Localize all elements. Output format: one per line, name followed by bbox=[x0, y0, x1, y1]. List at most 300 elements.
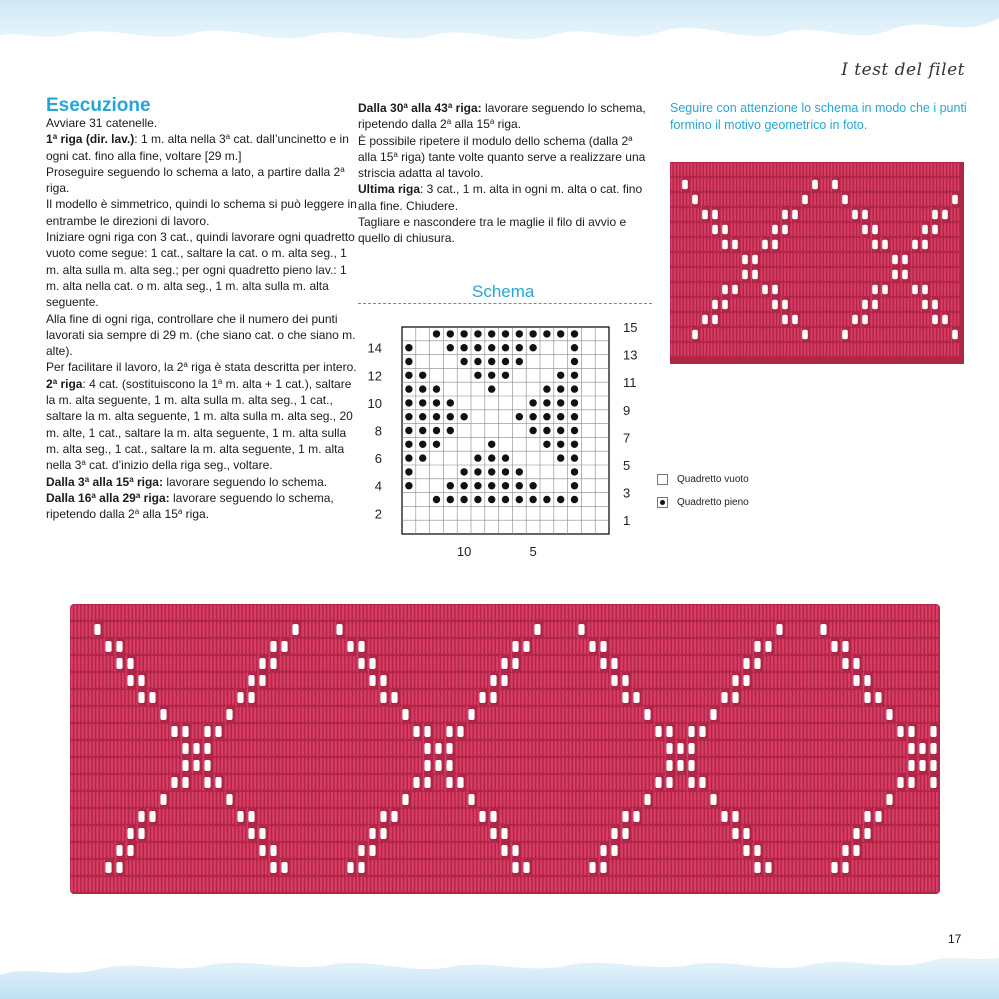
stitch bbox=[100, 877, 102, 892]
stitch bbox=[721, 222, 723, 237]
filled-square-dot bbox=[488, 385, 495, 392]
instruction-run: a bbox=[403, 101, 408, 110]
stitch bbox=[404, 741, 406, 756]
stitch bbox=[346, 792, 348, 807]
stitch bbox=[841, 707, 843, 722]
stitch bbox=[932, 656, 934, 671]
stitch bbox=[628, 605, 630, 620]
stitch bbox=[591, 741, 593, 756]
stitch bbox=[353, 707, 355, 722]
stitch bbox=[313, 826, 315, 841]
stitch bbox=[834, 283, 836, 296]
stitch bbox=[947, 193, 949, 206]
stitch bbox=[85, 690, 87, 705]
stitch bbox=[485, 843, 487, 858]
stitch bbox=[852, 775, 854, 790]
stitch bbox=[794, 298, 796, 311]
stitch bbox=[907, 298, 909, 311]
filled-square-dot bbox=[405, 399, 412, 406]
stitch bbox=[918, 656, 920, 671]
stitch bbox=[137, 877, 139, 892]
stitch bbox=[126, 690, 128, 705]
stitch bbox=[562, 826, 564, 841]
stitch bbox=[701, 207, 703, 222]
stitch bbox=[192, 707, 194, 722]
stitch bbox=[824, 223, 826, 236]
stitch bbox=[632, 724, 634, 739]
mesh-hole bbox=[138, 675, 144, 686]
stitch bbox=[474, 809, 476, 824]
stitch bbox=[305, 792, 307, 807]
stitch bbox=[931, 207, 933, 222]
stitch bbox=[646, 860, 648, 875]
stitch bbox=[683, 690, 685, 705]
stitch bbox=[687, 826, 689, 841]
stitch bbox=[716, 775, 718, 790]
stitch bbox=[481, 605, 483, 620]
filled-square-dot bbox=[474, 358, 481, 365]
stitch bbox=[327, 877, 329, 892]
mesh-hole bbox=[712, 210, 718, 220]
stitch bbox=[525, 605, 527, 620]
stitch bbox=[690, 605, 692, 620]
stitch bbox=[881, 178, 883, 191]
stitch bbox=[448, 690, 450, 705]
filled-square-dot bbox=[543, 441, 550, 448]
stitch bbox=[74, 826, 76, 841]
mesh-hole bbox=[468, 709, 474, 720]
mesh-hole bbox=[413, 726, 419, 737]
stitch bbox=[721, 193, 723, 206]
stitch bbox=[921, 163, 923, 176]
stitch bbox=[540, 707, 542, 722]
stitch bbox=[894, 238, 896, 251]
stitch bbox=[914, 792, 916, 807]
stitch bbox=[861, 163, 863, 176]
mesh-hole bbox=[446, 777, 452, 788]
mesh-hole bbox=[622, 675, 628, 686]
mesh-hole bbox=[600, 658, 606, 669]
stitch bbox=[881, 707, 883, 722]
stitch bbox=[727, 163, 729, 176]
stitch bbox=[448, 792, 450, 807]
stitch bbox=[753, 605, 755, 620]
stitch bbox=[595, 775, 597, 790]
stitch bbox=[555, 622, 557, 637]
stitch bbox=[742, 639, 744, 654]
stitch bbox=[654, 723, 656, 740]
stitch bbox=[225, 843, 227, 858]
stitch bbox=[881, 775, 883, 790]
stitch bbox=[891, 298, 893, 311]
mesh-hole bbox=[882, 240, 888, 250]
stitch bbox=[155, 622, 157, 637]
stitch bbox=[661, 656, 663, 671]
mesh-hole bbox=[908, 777, 914, 788]
stitch bbox=[456, 723, 458, 740]
stitch bbox=[720, 843, 722, 858]
stitch bbox=[613, 741, 615, 756]
stitch bbox=[214, 774, 216, 791]
mesh-hole bbox=[182, 743, 188, 754]
stitch bbox=[877, 758, 879, 773]
mesh-hole bbox=[435, 743, 441, 754]
stitch bbox=[316, 639, 318, 654]
stitch bbox=[287, 826, 289, 841]
stitch bbox=[807, 223, 809, 236]
stitch bbox=[863, 825, 865, 842]
stitch bbox=[195, 656, 197, 671]
stitch bbox=[276, 690, 278, 705]
stitch bbox=[650, 656, 652, 671]
stitch bbox=[232, 775, 234, 790]
stitch bbox=[681, 238, 683, 251]
stitch bbox=[848, 792, 850, 807]
stitch bbox=[280, 605, 282, 620]
stitch bbox=[419, 605, 421, 620]
stitch bbox=[445, 673, 447, 688]
stitch bbox=[507, 741, 509, 756]
stitch bbox=[901, 298, 903, 311]
stitch bbox=[931, 268, 933, 281]
instruction-run: alla 15 bbox=[139, 507, 178, 522]
stitch bbox=[804, 673, 806, 688]
stitch bbox=[778, 605, 780, 620]
stitch bbox=[881, 282, 883, 297]
mesh-hole bbox=[105, 862, 111, 873]
stitch bbox=[643, 775, 645, 790]
stitch bbox=[724, 253, 726, 266]
stitch bbox=[841, 208, 843, 221]
stitch bbox=[331, 843, 333, 858]
instruction-run: Ultima riga bbox=[358, 182, 421, 197]
stitch bbox=[679, 724, 681, 739]
stitch bbox=[404, 673, 406, 688]
stitch bbox=[691, 343, 693, 356]
stitch bbox=[797, 298, 799, 311]
stitch bbox=[210, 639, 212, 654]
stitch bbox=[162, 622, 164, 637]
stitch bbox=[360, 741, 362, 756]
stitch bbox=[804, 843, 806, 858]
stitch bbox=[599, 690, 601, 705]
stitch bbox=[621, 672, 623, 689]
stitch bbox=[910, 656, 912, 671]
stitch bbox=[225, 860, 227, 875]
stitch bbox=[305, 826, 307, 841]
stitch bbox=[877, 775, 879, 790]
stitch bbox=[789, 724, 791, 739]
stitch bbox=[901, 283, 903, 296]
stitch bbox=[173, 741, 175, 756]
stitch bbox=[353, 877, 355, 892]
stitch bbox=[269, 707, 271, 722]
stitch bbox=[741, 328, 743, 341]
stitch bbox=[85, 639, 87, 654]
stitch bbox=[390, 707, 392, 722]
stitch bbox=[408, 639, 410, 654]
stitch bbox=[917, 253, 919, 266]
stitch bbox=[111, 673, 113, 688]
stitch bbox=[697, 208, 699, 221]
stitch bbox=[247, 758, 249, 773]
stitch bbox=[492, 860, 494, 875]
stitch bbox=[789, 809, 791, 824]
stitch bbox=[778, 673, 780, 688]
stitch bbox=[368, 842, 370, 859]
stitch bbox=[804, 758, 806, 773]
stitch bbox=[111, 741, 113, 756]
stitch bbox=[931, 253, 933, 266]
stitch bbox=[236, 826, 238, 841]
stitch bbox=[496, 860, 498, 875]
stitch bbox=[709, 741, 711, 756]
stitch bbox=[727, 193, 729, 206]
stitch bbox=[717, 268, 719, 281]
instruction-run: a bbox=[135, 490, 141, 500]
stitch bbox=[445, 656, 447, 671]
filled-square-dot bbox=[571, 441, 578, 448]
stitch bbox=[85, 843, 87, 858]
stitch bbox=[711, 297, 713, 312]
stitch bbox=[419, 741, 421, 756]
stitch bbox=[866, 605, 868, 620]
stitch bbox=[897, 328, 899, 341]
stitch bbox=[371, 860, 373, 875]
stitch bbox=[767, 268, 769, 281]
stitch bbox=[353, 690, 355, 705]
stitch bbox=[254, 758, 256, 773]
stitch bbox=[129, 758, 131, 773]
stitch bbox=[261, 707, 263, 722]
stitch bbox=[448, 622, 450, 637]
stitch bbox=[874, 689, 876, 706]
stitch bbox=[613, 707, 615, 722]
stitch bbox=[122, 775, 124, 790]
stitch bbox=[78, 860, 80, 875]
stitch bbox=[907, 740, 909, 757]
filled-square-dot bbox=[502, 358, 509, 365]
stitch bbox=[751, 193, 753, 206]
stitch bbox=[85, 826, 87, 841]
stitch bbox=[408, 690, 410, 705]
stitch bbox=[643, 724, 645, 739]
stitch bbox=[265, 622, 267, 637]
mesh-hole bbox=[702, 210, 708, 220]
mesh-hole bbox=[862, 210, 868, 220]
stitch bbox=[313, 741, 315, 756]
stitch bbox=[921, 707, 923, 722]
stitch bbox=[709, 605, 711, 620]
filled-square-dot bbox=[474, 482, 481, 489]
stitch bbox=[379, 758, 381, 773]
stitch bbox=[511, 673, 513, 688]
stitch bbox=[784, 178, 786, 191]
stitch bbox=[599, 655, 601, 672]
stitch bbox=[687, 757, 689, 774]
filled-square-dot bbox=[557, 413, 564, 420]
stitch bbox=[133, 690, 135, 705]
stitch bbox=[602, 758, 604, 773]
stitch bbox=[929, 707, 931, 722]
stitch bbox=[891, 193, 893, 206]
stitch bbox=[584, 843, 586, 858]
stitch bbox=[684, 328, 686, 341]
stitch bbox=[654, 826, 656, 841]
stitch bbox=[507, 775, 509, 790]
stitch bbox=[874, 253, 876, 266]
stitch bbox=[448, 809, 450, 824]
stitch bbox=[258, 741, 260, 756]
stitch bbox=[632, 741, 634, 756]
stitch bbox=[313, 656, 315, 671]
mesh-hole bbox=[930, 726, 936, 737]
stitch bbox=[800, 860, 802, 875]
stitch bbox=[867, 238, 869, 251]
stitch bbox=[474, 622, 476, 637]
stitch bbox=[272, 792, 274, 807]
stitch bbox=[610, 672, 612, 689]
stitch bbox=[525, 741, 527, 756]
stitch bbox=[481, 758, 483, 773]
stitch bbox=[727, 775, 729, 790]
stitch bbox=[786, 639, 788, 654]
stitch bbox=[668, 673, 670, 688]
filled-square-dot bbox=[529, 413, 536, 420]
stitch bbox=[313, 860, 315, 875]
stitch bbox=[760, 826, 762, 841]
stitch bbox=[852, 860, 854, 875]
stitch bbox=[705, 639, 707, 654]
stitch bbox=[474, 775, 476, 790]
stitch bbox=[426, 690, 428, 705]
stitch bbox=[848, 741, 850, 756]
stitch bbox=[774, 313, 776, 326]
stitch bbox=[536, 707, 538, 722]
stitch bbox=[221, 792, 223, 807]
mesh-hole bbox=[138, 692, 144, 703]
stitch bbox=[800, 707, 802, 722]
stitch bbox=[210, 605, 212, 620]
stitch bbox=[397, 605, 399, 620]
stitch bbox=[767, 343, 769, 356]
stitch bbox=[753, 707, 755, 722]
stitch bbox=[701, 622, 703, 637]
stitch bbox=[884, 223, 886, 236]
stitch bbox=[364, 877, 366, 892]
stitch bbox=[760, 605, 762, 620]
stitch bbox=[232, 622, 234, 637]
chart-row-label: 4 bbox=[374, 478, 382, 494]
chart-row-label: 10 bbox=[367, 395, 382, 411]
stitch bbox=[71, 758, 73, 773]
stitch bbox=[903, 809, 905, 824]
stitch bbox=[173, 690, 175, 705]
mesh-hole bbox=[699, 777, 705, 788]
stitch bbox=[566, 673, 568, 688]
stitch bbox=[859, 792, 861, 807]
stitch bbox=[558, 724, 560, 739]
stitch bbox=[371, 707, 373, 722]
stitch bbox=[671, 253, 673, 266]
stitch bbox=[118, 622, 120, 637]
stitch bbox=[797, 809, 799, 824]
mesh-hole bbox=[842, 845, 848, 856]
stitch bbox=[764, 163, 766, 176]
stitch bbox=[148, 792, 150, 807]
stitch bbox=[551, 639, 553, 654]
stitch bbox=[811, 238, 813, 251]
filled-square-dot bbox=[502, 482, 509, 489]
stitch bbox=[712, 826, 714, 841]
stitch bbox=[711, 222, 713, 237]
stitch bbox=[419, 792, 421, 807]
mesh-hole bbox=[782, 225, 788, 235]
stitch bbox=[93, 621, 95, 638]
stitch bbox=[709, 775, 711, 790]
stitch bbox=[122, 792, 124, 807]
stitch bbox=[225, 758, 227, 773]
stitch bbox=[677, 313, 679, 326]
stitch bbox=[885, 741, 887, 756]
stitch bbox=[489, 758, 491, 773]
stitch bbox=[184, 877, 186, 892]
stitch bbox=[580, 758, 582, 773]
stitch bbox=[957, 283, 959, 296]
mesh-hole bbox=[204, 760, 210, 771]
stitch bbox=[705, 690, 707, 705]
stitch bbox=[954, 178, 956, 191]
stitch bbox=[745, 775, 747, 790]
stitch bbox=[357, 673, 359, 688]
stitch bbox=[827, 223, 829, 236]
stitch bbox=[791, 163, 793, 176]
stitch bbox=[697, 298, 699, 311]
stitch bbox=[665, 774, 667, 791]
mesh-hole bbox=[666, 760, 672, 771]
stitch bbox=[599, 741, 601, 756]
stitch bbox=[830, 690, 832, 705]
stitch bbox=[331, 707, 333, 722]
stitch bbox=[232, 724, 234, 739]
stitch bbox=[379, 843, 381, 858]
mesh-hole bbox=[872, 285, 878, 295]
stitch bbox=[100, 758, 102, 773]
stitch bbox=[214, 605, 216, 620]
stitch bbox=[412, 707, 414, 722]
stitch bbox=[529, 792, 531, 807]
stitch bbox=[837, 707, 839, 722]
stitch bbox=[841, 758, 843, 773]
stitch bbox=[401, 605, 403, 620]
stitch bbox=[272, 724, 274, 739]
stitch bbox=[544, 673, 546, 688]
stitch bbox=[720, 622, 722, 637]
mesh-hole bbox=[908, 760, 914, 771]
stitch bbox=[767, 163, 769, 176]
stitch bbox=[714, 178, 716, 191]
stitch bbox=[93, 639, 95, 654]
mesh-hole bbox=[380, 692, 386, 703]
stitch bbox=[848, 605, 850, 620]
stitch bbox=[661, 826, 663, 841]
stitch bbox=[775, 656, 777, 671]
stitch bbox=[744, 298, 746, 311]
stitch bbox=[734, 268, 736, 281]
stitch bbox=[834, 268, 836, 281]
stitch bbox=[874, 193, 876, 206]
stitch bbox=[684, 268, 686, 281]
